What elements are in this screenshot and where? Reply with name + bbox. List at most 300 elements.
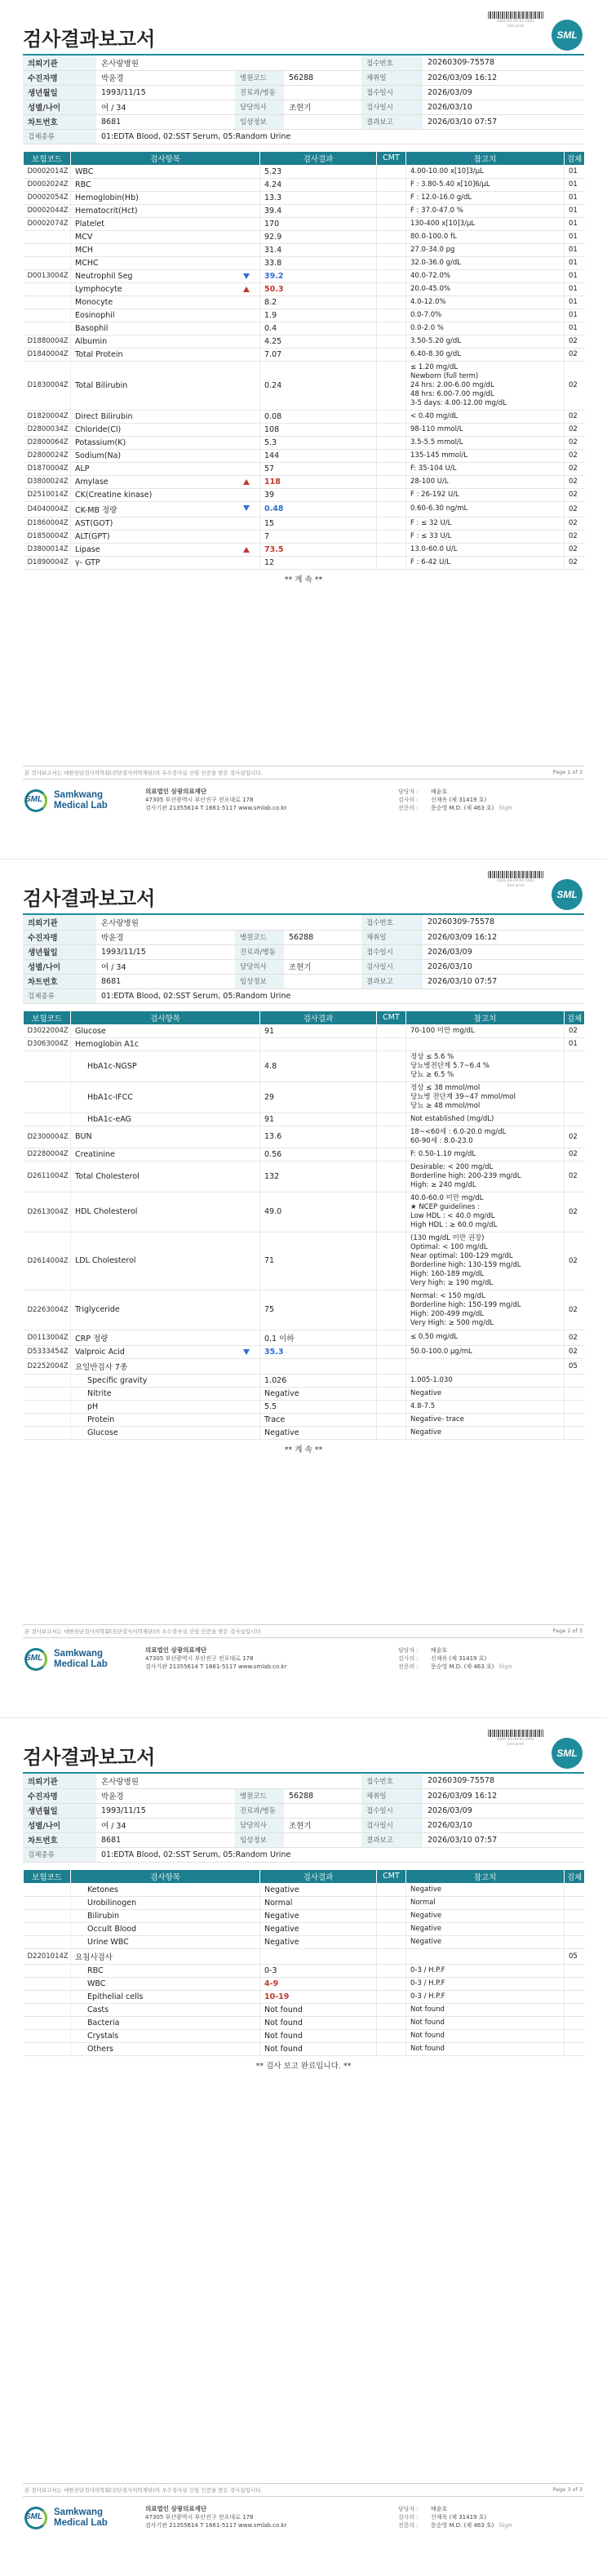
header-cmt: CMT <box>377 151 406 165</box>
cmt-cell <box>377 410 406 423</box>
test-item-cell <box>71 1161 260 1192</box>
specimen-code <box>565 1964 585 1977</box>
insurance-code <box>24 230 71 243</box>
value-hospital-code: 56288 <box>284 70 361 85</box>
test-item: HbA1c-IFCC <box>87 1092 133 1102</box>
test-result: 92.9 <box>260 230 377 243</box>
specimen-code <box>565 1374 585 1387</box>
test-item: Lymphocyte <box>75 284 122 294</box>
test-item-cell <box>71 1977 260 1990</box>
reference-range: 40.0-72.0% <box>406 269 565 282</box>
reference-range: Not found <box>406 2016 565 2029</box>
specimen-code <box>565 1909 585 1922</box>
sml-logo-icon: SML <box>23 2505 49 2531</box>
insurance-code <box>24 243 71 256</box>
low-flag-icon <box>243 1349 250 1355</box>
reference-range: Negative <box>406 1922 565 1935</box>
insurance-code: D0002044Z <box>24 204 71 217</box>
insurance-code <box>24 1400 71 1413</box>
test-item-cell <box>71 517 260 530</box>
reference-range: 32.0-36.0 g/dL <box>406 256 565 269</box>
reference-range: Negative <box>406 1935 565 1948</box>
specimen-code: 02 <box>565 1192 585 1232</box>
table-row <box>24 530 585 543</box>
cmt-cell <box>377 178 406 191</box>
barcode-sub: Sml print <box>507 1743 525 1747</box>
insurance-code <box>24 2042 71 2055</box>
value-receipt-no: 20260309-75578 <box>423 56 584 70</box>
low-flag-icon <box>243 273 250 279</box>
table-row <box>24 501 585 517</box>
test-item-cell <box>71 488 260 501</box>
test-item-cell <box>71 178 260 191</box>
barcode-sub: Sml print <box>507 24 525 29</box>
cmt-cell <box>377 1161 406 1192</box>
label-receipt-no: 접수번호 <box>361 56 423 70</box>
insurance-code: D2614004Z <box>24 1232 71 1290</box>
insurance-code <box>24 1374 71 1387</box>
test-result: 0.24 <box>260 361 377 410</box>
header-specimen: 검체 <box>565 151 585 165</box>
test-item: HDL Cholesterol <box>75 1207 138 1216</box>
reference-range: F : 6-42 U/L <box>406 556 565 569</box>
test-item: HbA1c-eAG <box>87 1114 131 1124</box>
test-item-cell <box>71 217 260 230</box>
test-result: 7.07 <box>260 348 377 361</box>
value-tested: 2026/03/10 <box>423 959 584 974</box>
reference-range: F : ≤ 32 U/L <box>406 517 565 530</box>
test-result: 91 <box>260 1113 377 1126</box>
test-item: LDL Cholesterol <box>75 1256 136 1265</box>
reference-range: Not found <box>406 2029 565 2042</box>
reference-range: 4.0-12.0% <box>406 295 565 309</box>
info-row <box>23 1774 584 1788</box>
label-chart-no: 차트번호 <box>23 114 96 129</box>
table-row <box>24 449 585 462</box>
table-row <box>24 1050 585 1081</box>
header-code: 보험코드 <box>24 151 71 165</box>
table-row <box>24 1977 585 1990</box>
label-result-date: 결과보고 <box>361 114 423 129</box>
test-item: CK(Creatine kinase) <box>75 490 153 500</box>
cmt-cell <box>377 2016 406 2029</box>
test-result: 0.4 <box>260 322 377 335</box>
insurance-code: D0002014Z <box>24 165 71 178</box>
barcode-bars <box>488 11 543 19</box>
high-flag-icon <box>243 547 250 553</box>
insurance-code: D3063004Z <box>24 1037 71 1050</box>
table-row <box>24 178 585 191</box>
reference-range: 정상 ≤ 5.6 % 당뇨병전단계 5.7~6.4 % 당뇨 ≥ 6.5 % <box>406 1050 565 1081</box>
barcode-sub: Sml print <box>507 884 525 888</box>
cmt-cell <box>377 1358 406 1374</box>
signature: Sign <box>498 1663 512 1670</box>
reference-range: 18~<60세 : 6.0-20.0 mg/dL 60-90세 : 8.0-23.0 <box>406 1126 565 1148</box>
specimen-code <box>565 1935 585 1948</box>
table-row <box>24 1935 585 1948</box>
table-row <box>24 1909 585 1922</box>
table-row <box>24 423 585 436</box>
test-result: 33.8 <box>260 256 377 269</box>
table-row <box>24 556 585 569</box>
test-item-cell <box>71 530 260 543</box>
test-item-cell <box>71 1374 260 1387</box>
info-row <box>23 974 584 988</box>
value-sex-age: 여 / 34 <box>96 100 235 114</box>
insurance-code: D3022004Z <box>24 1024 71 1037</box>
insurance-code: D0002054Z <box>24 191 71 204</box>
reference-range: Not established (mg/dL) <box>406 1113 565 1126</box>
label-doctor: 담당의사 <box>235 100 284 114</box>
insurance-code: D1850004Z <box>24 530 71 543</box>
insurance-code <box>24 2003 71 2016</box>
specimen-code: 02 <box>565 1161 585 1192</box>
test-result: 0.56 <box>260 1148 377 1161</box>
info-row <box>23 915 584 930</box>
label-specimen: 검체종류 <box>23 988 96 1003</box>
samkwang-logo: SML Samkwang Medical Lab <box>23 2505 137 2531</box>
cmt-cell <box>377 309 406 322</box>
table-row <box>24 410 585 423</box>
test-result: 5.3 <box>260 436 377 449</box>
reference-range: Not found <box>406 2042 565 2055</box>
specimen-code: 02 <box>565 543 585 556</box>
test-result: 29 <box>260 1081 377 1113</box>
table-row <box>24 1413 585 1426</box>
test-item-cell <box>71 1896 260 1909</box>
reference-range: 27.0-34.0 pg <box>406 243 565 256</box>
table-row <box>24 230 585 243</box>
cmt-cell <box>377 423 406 436</box>
insurance-code <box>24 322 71 335</box>
insurance-code: D2201014Z <box>24 1948 71 1964</box>
cmt-cell <box>377 436 406 449</box>
test-item: Neutrophil Seg <box>75 271 133 281</box>
low-flag-icon <box>243 505 250 511</box>
insurance-code: D1830004Z <box>24 361 71 410</box>
insurance-code: D1840004Z <box>24 348 71 361</box>
info-row <box>23 1818 584 1832</box>
signatures: 담당자 : 배윤호 검사의 : 신재옥 (제 31419 호) 전문의 : 문순영 M.D. (제 463 호) Sign <box>398 788 512 811</box>
table-row <box>24 2016 585 2029</box>
table-row <box>24 1290 585 1330</box>
sml-logo-icon: SML <box>23 788 49 814</box>
specimen-code <box>565 1977 585 1990</box>
test-item: Crystals <box>87 2031 119 2041</box>
cmt-cell <box>377 1426 406 1439</box>
label-name: 수진자명 <box>23 930 96 944</box>
label-institution: 의뢰기관 <box>23 1774 96 1788</box>
specimen-code: 02 <box>565 556 585 569</box>
info-row <box>23 85 584 100</box>
insurance-code: D5333454Z <box>24 1345 71 1358</box>
specimen-code: 01 <box>565 1037 585 1050</box>
label-hospital-code: 병원코드 <box>235 70 284 85</box>
table-row <box>24 517 585 530</box>
test-result: Negative <box>260 1426 377 1439</box>
cmt-cell <box>377 1896 406 1909</box>
cmt-cell <box>377 217 406 230</box>
test-item: Eosinophil <box>75 310 115 320</box>
value-tested: 2026/03/10 <box>423 100 584 114</box>
value-doctor: 조현기 <box>284 100 361 114</box>
reference-range: Negative <box>406 1387 565 1400</box>
test-item: Bilirubin <box>87 1911 120 1921</box>
value-specimen: 01:EDTA Blood, 02:SST Serum, 05:Random Urine <box>96 129 584 144</box>
reference-range: 13.0-60.0 U/L <box>406 543 565 556</box>
value-collected: 2026/03/09 16:12 <box>423 70 584 85</box>
lab-info: SML Samkwang Medical Lab 의료법인 삼광의료재단 47305 부산광역시 부산진구 전포대로 178 검사기관 21355614 T 1661-5117 www.smlab.co.kr 담당자 : 배윤호 검사의 : 신재옥 (제 31419 호) 전문의 : 문순영 M.D. (제 463 호) Sign <box>23 1646 584 1672</box>
value-receipt-no: 20260309-75578 <box>423 915 584 930</box>
label-tested: 검사일시 <box>361 1818 423 1832</box>
value-tested: 2026/03/10 <box>423 1818 584 1832</box>
cmt-cell <box>377 191 406 204</box>
value-doctor: 조현기 <box>284 959 361 974</box>
test-item: ALP <box>75 464 90 473</box>
test-result: 73.5 <box>260 543 377 556</box>
test-item: Amylase <box>75 477 109 486</box>
reference-range: F : ≤ 33 U/L <box>406 530 565 543</box>
info-row <box>23 70 584 85</box>
page-footer <box>23 766 584 844</box>
cmt-cell <box>377 1374 406 1387</box>
reference-range: 0-3 / H.P.F <box>406 1977 565 1990</box>
reference-range <box>406 1948 565 1964</box>
reference-range: Negative <box>406 1426 565 1439</box>
test-result: 108 <box>260 423 377 436</box>
test-item: Sodium(Na) <box>75 451 122 460</box>
reference-range: F : 3.80-5.40 x[10]6/μL <box>406 178 565 191</box>
table-row <box>24 335 585 348</box>
test-item: Chloride(Cl) <box>75 424 122 434</box>
value-received: 2026/03/09 <box>423 85 584 100</box>
label-institution: 의뢰기관 <box>23 56 96 70</box>
test-item-cell <box>71 543 260 556</box>
continuation-note: ** 계 속 ** <box>284 1445 323 1455</box>
table-row <box>24 1024 585 1037</box>
table-header-row <box>24 1010 585 1024</box>
test-item-cell <box>71 256 260 269</box>
specimen-code <box>565 1050 585 1081</box>
test-item: MCH <box>75 245 93 255</box>
label-collected: 채취일 <box>361 1788 423 1803</box>
results-table <box>23 1010 585 1440</box>
cmt-cell <box>377 1909 406 1922</box>
patient-info-table <box>23 1774 584 1863</box>
insurance-code: D2800024Z <box>24 449 71 462</box>
label-sex-age: 성별/나이 <box>23 959 96 974</box>
cmt-cell <box>377 1387 406 1400</box>
label-name: 수진자명 <box>23 70 96 85</box>
test-result: 0.08 <box>260 410 377 423</box>
table-row <box>24 1948 585 1964</box>
value-department <box>284 944 361 959</box>
test-item: Platelet <box>75 219 104 229</box>
test-item: BUN <box>75 1132 92 1141</box>
table-row <box>24 462 585 475</box>
test-item-cell <box>71 335 260 348</box>
cmt-cell <box>377 322 406 335</box>
label-received: 접수일시 <box>361 1803 423 1818</box>
specimen-code: 02 <box>565 1232 585 1290</box>
cmt-cell <box>377 1148 406 1161</box>
reference-range: 0.0-7.0% <box>406 309 565 322</box>
specimen-code <box>565 1081 585 1113</box>
label-clinical-info: 임상정보 <box>235 114 284 129</box>
continuation-note: ** 계 속 ** <box>284 575 323 584</box>
insurance-code: D1880004Z <box>24 335 71 348</box>
test-item-cell <box>71 1964 260 1977</box>
insurance-code: D1820004Z <box>24 410 71 423</box>
test-item-cell <box>71 410 260 423</box>
test-result: Normal <box>260 1896 377 1909</box>
test-item-cell <box>71 230 260 243</box>
test-item: Total Cholesterol <box>75 1171 140 1181</box>
table-row <box>24 1400 585 1413</box>
value-received: 2026/03/09 <box>423 944 584 959</box>
label-sex-age: 성별/나이 <box>23 1818 96 1832</box>
table-row <box>24 1037 585 1050</box>
test-result: Negative <box>260 1387 377 1400</box>
sml-logo-icon: SML <box>552 20 583 51</box>
insurance-code <box>24 282 71 295</box>
value-clinical-info <box>284 1832 361 1847</box>
table-row <box>24 204 585 217</box>
table-row <box>24 1964 585 1977</box>
label-doctor: 담당의사 <box>235 1818 284 1832</box>
test-item-cell <box>71 2029 260 2042</box>
test-item-cell <box>71 1883 260 1896</box>
cmt-cell <box>377 1413 406 1426</box>
test-result: 75 <box>260 1290 377 1330</box>
barcode <box>488 871 543 889</box>
test-result <box>260 1037 377 1050</box>
value-birth: 1993/11/15 <box>96 85 235 100</box>
label-clinical-info: 임상정보 <box>235 1832 284 1847</box>
test-item-cell <box>71 1922 260 1935</box>
cmt-cell <box>377 1037 406 1050</box>
value-received: 2026/03/09 <box>423 1803 584 1818</box>
test-item-cell <box>71 1024 260 1037</box>
table-row <box>24 309 585 322</box>
cmt-cell <box>377 2042 406 2055</box>
insurance-code <box>24 256 71 269</box>
cmt-cell <box>377 295 406 309</box>
test-result: 39.4 <box>260 204 377 217</box>
cmt-cell <box>377 1330 406 1345</box>
reference-range: 0-3 / H.P.F <box>406 1964 565 1977</box>
test-item: Creatinine <box>75 1149 115 1159</box>
header-reference: 참고치 <box>406 151 565 165</box>
table-row <box>24 269 585 282</box>
header-result: 검사결과 <box>260 1869 377 1883</box>
label-hospital-code: 병원코드 <box>235 930 284 944</box>
cmt-cell <box>377 517 406 530</box>
test-result: 35.3 <box>260 1345 377 1358</box>
test-item: Casts <box>87 2005 109 2014</box>
test-item: AST(GOT) <box>75 518 113 528</box>
test-item-cell <box>71 436 260 449</box>
table-row <box>24 322 585 335</box>
header-cmt: CMT <box>377 1869 406 1883</box>
insurance-code: D2510014Z <box>24 488 71 501</box>
value-sex-age: 여 / 34 <box>96 1818 235 1832</box>
cmt-cell <box>377 530 406 543</box>
test-result: 13.3 <box>260 191 377 204</box>
results-table <box>23 1869 585 2056</box>
test-item-cell <box>71 1426 260 1439</box>
reference-range: 0.0-2.0 % <box>406 322 565 335</box>
test-result: 4.25 <box>260 335 377 348</box>
test-item: Urine WBC <box>87 1937 129 1947</box>
test-item-cell <box>71 1081 260 1113</box>
label-result-date: 결과보고 <box>361 974 423 988</box>
test-result <box>260 1358 377 1374</box>
specimen-code <box>565 1387 585 1400</box>
reference-range <box>406 1358 565 1374</box>
reference-range: 20.0-45.0% <box>406 282 565 295</box>
table-row <box>24 2003 585 2016</box>
value-hospital-code: 56288 <box>284 930 361 944</box>
test-result: Negative <box>260 1883 377 1896</box>
test-item-cell <box>71 1400 260 1413</box>
barcode-text: 2026-03-09-01-0001 <box>496 879 535 883</box>
cmt-cell <box>377 1113 406 1126</box>
insurance-code <box>24 1081 71 1113</box>
value-specimen: 01:EDTA Blood, 02:SST Serum, 05:Random Urine <box>96 1847 584 1862</box>
test-item-cell <box>71 462 260 475</box>
label-birth: 생년월일 <box>23 944 96 959</box>
test-item-cell <box>71 361 260 410</box>
footer-notice: 본 검사보고서는 대한진단검사의학회(진단검사의학재단)의 우수검사실 신임 인증을 받은 검사실입니다. Page 1 of 3 <box>23 766 584 779</box>
cmt-cell <box>377 348 406 361</box>
insurance-code <box>24 1935 71 1948</box>
cmt-cell <box>377 543 406 556</box>
report-page <box>0 859 607 1717</box>
label-specimen: 검체종류 <box>23 1847 96 1862</box>
test-item: Others <box>87 2044 113 2054</box>
test-result: Trace <box>260 1413 377 1426</box>
test-item-cell <box>71 475 260 488</box>
specimen-code: 01 <box>565 309 585 322</box>
label-received: 접수일시 <box>361 944 423 959</box>
test-item: Nitrite <box>87 1388 112 1398</box>
cmt-cell <box>377 501 406 517</box>
insurance-code: D2800064Z <box>24 436 71 449</box>
header-result: 검사결과 <box>260 151 377 165</box>
cmt-cell <box>377 1922 406 1935</box>
test-item-cell <box>71 204 260 217</box>
test-result: 4-9 <box>260 1977 377 1990</box>
table-row <box>24 191 585 204</box>
label-chart-no: 차트번호 <box>23 974 96 988</box>
reference-range: 98-110 mmol/L <box>406 423 565 436</box>
reference-range: 80.0-100.0 fL <box>406 230 565 243</box>
test-item: CRP 정량 <box>75 1334 109 1344</box>
test-result: 132 <box>260 1161 377 1192</box>
specimen-code: 01 <box>565 256 585 269</box>
specimen-code: 01 <box>565 178 585 191</box>
insurance-code: D4040004Z <box>24 501 71 517</box>
insurance-code: D0113004Z <box>24 1330 71 1345</box>
barcode-text: 2026-03-09-01-0001 <box>496 1738 535 1742</box>
specimen-code <box>565 2042 585 2055</box>
test-item: γ- GTP <box>75 557 100 567</box>
insurance-code: D3800024Z <box>24 475 71 488</box>
specimen-code: 01 <box>565 322 585 335</box>
test-result: 7 <box>260 530 377 543</box>
test-result: 0.48 <box>260 501 377 517</box>
